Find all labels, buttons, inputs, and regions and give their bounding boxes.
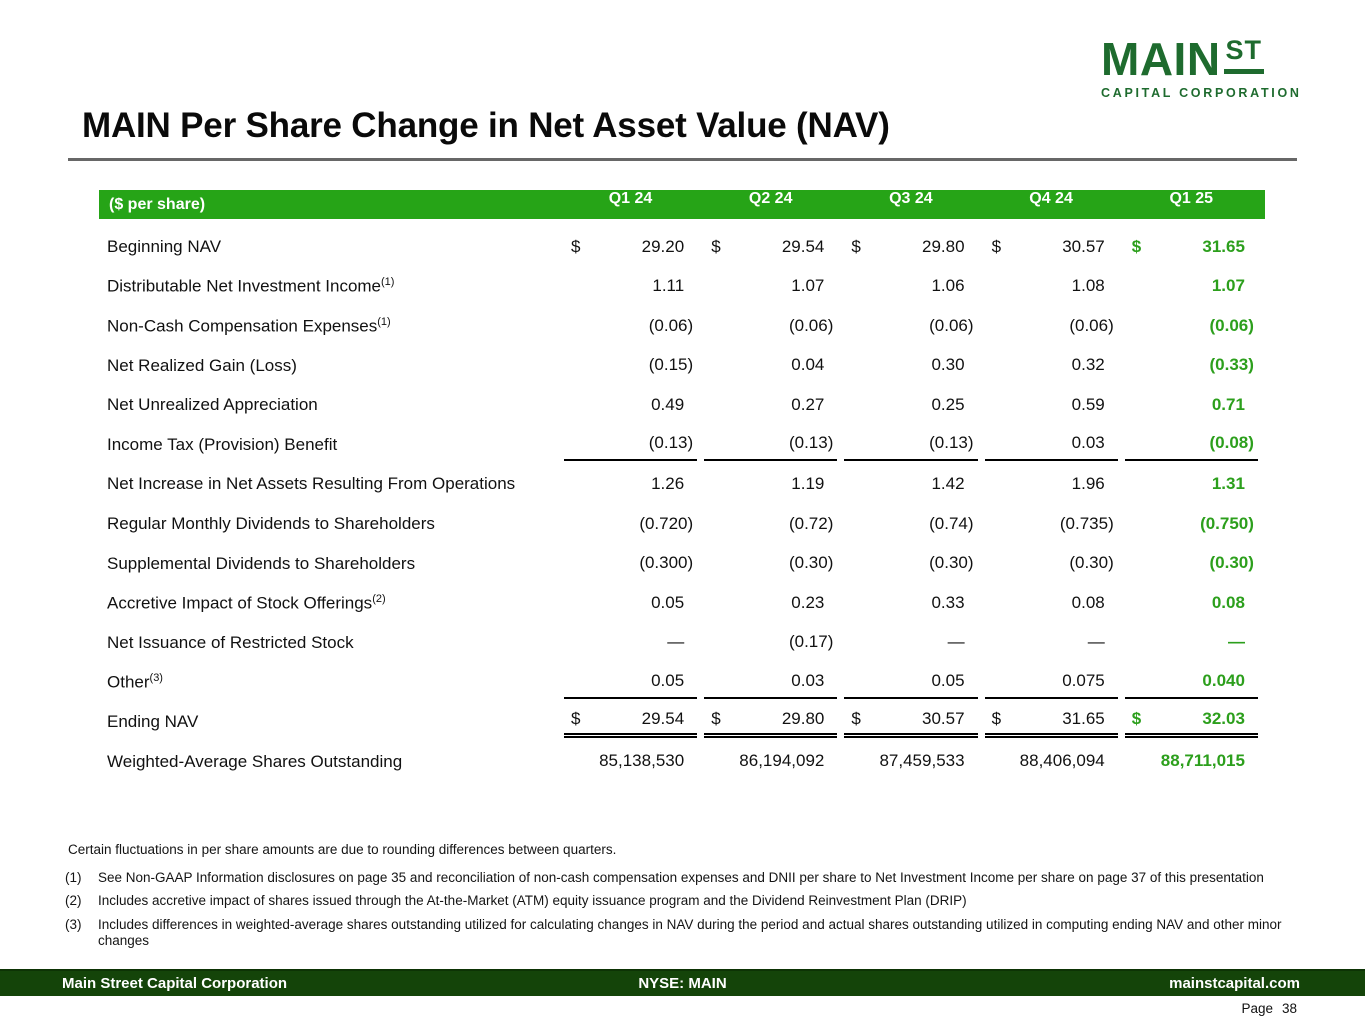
table-cell xyxy=(704,742,844,782)
cell-value: (0.13) xyxy=(648,433,694,453)
table-cell xyxy=(985,227,1125,267)
cell-value: 0.25 xyxy=(931,394,965,414)
table-cell xyxy=(564,663,704,703)
footnote-item xyxy=(65,893,1290,909)
company-logo xyxy=(1101,33,1302,100)
table-cell xyxy=(1125,544,1265,584)
cell-value: 0.33 xyxy=(931,592,965,612)
table-cell xyxy=(1125,267,1265,307)
table-header-cell xyxy=(704,190,844,219)
table-cell xyxy=(844,702,984,742)
footnotes xyxy=(65,842,1290,956)
table-row xyxy=(99,425,1265,465)
footnote-number: (3) xyxy=(65,916,82,932)
footer-company-name: Main Street Capital Corporation xyxy=(62,975,288,992)
cell-value: 0.30 xyxy=(931,355,965,375)
table-cell xyxy=(985,267,1125,307)
table-cell xyxy=(844,267,984,307)
row-label xyxy=(99,474,564,494)
cell-value: (0.13) xyxy=(788,433,834,453)
cell-value: 0.03 xyxy=(1071,433,1105,453)
cell-value: 1.07 xyxy=(1211,276,1245,296)
cell-value: 0.32 xyxy=(1071,355,1105,375)
row-label xyxy=(99,672,564,693)
table-cell xyxy=(985,623,1125,663)
table-header-cell xyxy=(564,190,704,219)
table-row xyxy=(99,583,1265,623)
cell-value: (0.30) xyxy=(788,553,834,573)
cell-value: (0.06) xyxy=(788,315,834,335)
dollar-sign: $ xyxy=(1131,236,1142,256)
cell-value: — xyxy=(667,632,685,652)
row-label-text: Net Increase in Net Assets Resulting From Operations xyxy=(107,474,516,494)
table-cell xyxy=(1125,742,1265,782)
row-label-text: Net Issuance of Restricted Stock xyxy=(107,632,354,652)
dollar-sign: $ xyxy=(711,709,721,729)
table-cell xyxy=(704,227,844,267)
nav-change-table xyxy=(99,190,1265,781)
logo-wordmark xyxy=(1101,33,1302,85)
table-cell xyxy=(704,306,844,346)
row-label xyxy=(99,712,564,732)
table-cell xyxy=(704,702,844,742)
table-cell xyxy=(564,306,704,346)
table-header-units: ($ per share) xyxy=(109,195,206,213)
page-title: MAIN Per Share Change in Net Asset Value (NAV) xyxy=(82,106,890,145)
cell-value: (0.735) xyxy=(1059,513,1114,533)
table-cell xyxy=(844,346,984,386)
footnote-item xyxy=(65,917,1290,949)
dollar-sign: $ xyxy=(851,236,861,256)
cell-value: 1.96 xyxy=(1071,474,1105,494)
footnote-number: (1) xyxy=(65,870,82,886)
cell-value: 30.57 xyxy=(922,709,965,729)
cell-value: 87,459,533 xyxy=(879,751,965,771)
table-cell xyxy=(1125,583,1265,623)
footnote-ref: (1) xyxy=(377,315,391,328)
table-cell xyxy=(564,267,704,307)
table-cell xyxy=(985,465,1125,505)
table-cell xyxy=(844,504,984,544)
table-cell xyxy=(704,385,844,425)
table-cell xyxy=(564,702,704,742)
cell-value: 31.65 xyxy=(1062,709,1105,729)
nav-table-body xyxy=(99,227,1265,781)
page-number xyxy=(1241,1001,1297,1016)
table-row xyxy=(99,306,1265,346)
table-cell xyxy=(1125,385,1265,425)
footnote-text: Includes differences in weighted-average shares outstanding utilized for calculating changes in NAV during the period and actual shares outstanding utilized in computing ending NAV and other minor changes xyxy=(98,916,1282,948)
table-cell xyxy=(844,425,984,465)
table-cell xyxy=(844,623,984,663)
cell-value: (0.06) xyxy=(648,315,694,335)
footer-website-link[interactable]: mainstcapital.com xyxy=(1169,975,1300,992)
cell-value: 29.20 xyxy=(641,236,685,256)
cell-value: 29.80 xyxy=(781,709,825,729)
table-row xyxy=(99,346,1265,386)
row-label-text: Net Realized Gain (Loss) xyxy=(107,355,297,375)
footnote-ref: (2) xyxy=(372,592,386,605)
cell-value: (0.30) xyxy=(929,553,974,573)
table-cell xyxy=(1125,702,1265,742)
table-cell xyxy=(985,742,1125,782)
dollar-sign: $ xyxy=(571,709,581,729)
table-cell xyxy=(985,385,1125,425)
cell-value: (0.15) xyxy=(648,355,694,375)
cell-value: (0.06) xyxy=(1209,315,1254,335)
cell-value: 0.05 xyxy=(651,671,685,691)
table-cell xyxy=(1125,346,1265,386)
table-header-q4-24: Q4 24 xyxy=(1029,190,1073,207)
table-row xyxy=(99,227,1265,267)
page-label: Page xyxy=(1241,1001,1273,1016)
cell-value: 85,138,530 xyxy=(599,751,685,771)
table-cell xyxy=(704,504,844,544)
table-cell xyxy=(564,623,704,663)
table-cell xyxy=(1125,306,1265,346)
cell-value: (0.720) xyxy=(639,513,694,533)
row-label xyxy=(99,554,564,574)
table-cell xyxy=(564,504,704,544)
cell-value: 0.08 xyxy=(1071,592,1105,612)
table-cell xyxy=(564,385,704,425)
table-row xyxy=(99,385,1265,425)
footnote-ref: (3) xyxy=(149,672,163,684)
dollar-sign: $ xyxy=(711,236,721,256)
row-label-text: Net Unrealized Appreciation xyxy=(107,395,318,415)
table-header-cell xyxy=(1125,190,1265,219)
cell-value: 1.31 xyxy=(1211,474,1245,494)
table-cell xyxy=(564,544,704,584)
table-cell xyxy=(704,425,844,465)
cell-value: (0.300) xyxy=(639,553,694,573)
table-cell xyxy=(1125,227,1265,267)
cell-value: 30.57 xyxy=(1062,236,1105,256)
cell-value: 0.05 xyxy=(651,592,685,612)
row-label-text: Beginning NAV xyxy=(107,236,222,256)
cell-value: — xyxy=(1227,632,1245,652)
table-row xyxy=(99,742,1265,782)
table-cell xyxy=(704,267,844,307)
cell-value: 1.06 xyxy=(931,276,965,296)
cell-value: (0.13) xyxy=(929,433,974,453)
cell-value: 1.19 xyxy=(791,474,825,494)
footnote-item xyxy=(65,870,1290,886)
dollar-sign: $ xyxy=(991,709,1002,729)
table-cell xyxy=(564,465,704,505)
row-label xyxy=(99,276,564,297)
cell-value: 1.26 xyxy=(651,474,685,494)
dollar-sign: $ xyxy=(571,236,581,256)
row-label-text: Supplemental Dividends to Shareholders xyxy=(107,553,416,573)
cell-value: 0.49 xyxy=(651,394,685,414)
row-label xyxy=(99,593,564,614)
cell-value: 0.27 xyxy=(791,394,825,414)
table-cell xyxy=(844,385,984,425)
cell-value: (0.17) xyxy=(788,632,834,652)
table-cell xyxy=(564,227,704,267)
logo-st-text: ST xyxy=(1224,37,1265,74)
table-cell xyxy=(704,465,844,505)
cell-value: 88,406,094 xyxy=(1019,751,1105,771)
row-label xyxy=(99,316,564,337)
cell-value: 0.04 xyxy=(791,355,825,375)
cell-value: 1.07 xyxy=(791,276,825,296)
footnote-text: See Non-GAAP Information disclosures on page 35 and reconciliation of non-cash compensation expenses and DNII per share to Net Investment Income per share on page 37 of this presentation xyxy=(98,870,1264,886)
cell-value: (0.30) xyxy=(1209,553,1254,573)
table-cell xyxy=(985,425,1125,465)
footnote-ref: (1) xyxy=(381,276,395,289)
table-header-cell xyxy=(844,190,984,219)
cell-value: 0.03 xyxy=(791,671,825,691)
row-label-text: Distributable Net Investment Income xyxy=(107,276,382,296)
table-cell xyxy=(985,663,1125,703)
table-cell xyxy=(844,227,984,267)
row-label xyxy=(99,752,564,772)
cell-value: 0.05 xyxy=(931,671,965,691)
cell-value: (0.30) xyxy=(1069,553,1114,573)
table-header-row xyxy=(99,190,1265,219)
table-row xyxy=(99,663,1265,703)
table-cell xyxy=(844,544,984,584)
row-label-text: Ending NAV xyxy=(107,711,199,731)
table-cell xyxy=(844,663,984,703)
table-cell xyxy=(985,346,1125,386)
footer-inner xyxy=(0,971,1365,996)
table-cell xyxy=(844,742,984,782)
table-row xyxy=(99,504,1265,544)
table-row xyxy=(99,544,1265,584)
cell-value: 1.11 xyxy=(652,276,685,296)
table-cell xyxy=(564,425,704,465)
table-cell xyxy=(564,583,704,623)
table-cell xyxy=(985,306,1125,346)
table-cell xyxy=(985,702,1125,742)
table-cell xyxy=(1125,425,1265,465)
table-cell xyxy=(1125,465,1265,505)
cell-value: 0.08 xyxy=(1211,592,1245,612)
cell-value: 0.075 xyxy=(1062,671,1105,691)
row-label-text: Weighted-Average Shares Outstanding xyxy=(107,751,403,771)
dollar-sign: $ xyxy=(851,709,861,729)
table-cell xyxy=(985,544,1125,584)
row-label-text: Other xyxy=(107,672,150,692)
page-value: 38 xyxy=(1281,1001,1297,1016)
title-divider xyxy=(68,158,1297,161)
table-row xyxy=(99,267,1265,307)
cell-value: — xyxy=(1087,632,1105,652)
table-cell xyxy=(704,346,844,386)
table-header-cell xyxy=(985,190,1125,219)
row-label-text: Income Tax (Provision) Benefit xyxy=(107,434,338,454)
cell-value: 0.71 xyxy=(1211,394,1245,414)
cell-value: — xyxy=(947,632,965,652)
footer-bar xyxy=(0,969,1365,996)
table-cell xyxy=(844,465,984,505)
table-row xyxy=(99,623,1265,663)
table-cell xyxy=(985,583,1125,623)
table-cell xyxy=(704,544,844,584)
table-cell xyxy=(1125,504,1265,544)
cell-value: 31.65 xyxy=(1202,236,1245,256)
cell-value: 1.08 xyxy=(1071,276,1105,296)
cell-value: 29.80 xyxy=(922,236,965,256)
table-header-q2-24: Q2 24 xyxy=(748,190,793,207)
row-label xyxy=(99,237,564,257)
table-cell xyxy=(704,623,844,663)
row-label xyxy=(99,514,564,534)
table-header-q1-24: Q1 24 xyxy=(608,190,653,207)
cell-value: (0.08) xyxy=(1209,433,1254,453)
cell-value: (0.06) xyxy=(929,315,974,335)
table-cell xyxy=(844,583,984,623)
cell-value: 88,711,015 xyxy=(1160,751,1245,771)
cell-value: (0.750) xyxy=(1200,513,1254,533)
cell-value: (0.33) xyxy=(1209,355,1254,375)
row-label-text: Regular Monthly Dividends to Shareholders xyxy=(107,513,435,533)
cell-value: 29.54 xyxy=(781,236,825,256)
footer-ticker: NYSE: MAIN xyxy=(638,975,727,992)
table-cell xyxy=(564,742,704,782)
table-cell xyxy=(1125,663,1265,703)
cell-value: 0.59 xyxy=(1071,394,1105,414)
table-cell xyxy=(704,663,844,703)
cell-value: (0.74) xyxy=(929,513,974,533)
cell-value: 0.040 xyxy=(1202,671,1245,691)
row-label-text: Accretive Impact of Stock Offerings xyxy=(107,593,373,613)
cell-value: 0.23 xyxy=(791,592,825,612)
dollar-sign: $ xyxy=(991,236,1002,256)
table-cell xyxy=(564,346,704,386)
table-header-q1-25: Q1 25 xyxy=(1169,190,1214,207)
cell-value: (0.06) xyxy=(1069,315,1114,335)
cell-value: 1.42 xyxy=(931,474,965,494)
table-cell xyxy=(704,583,844,623)
logo-main-text: MAIN xyxy=(1101,33,1221,85)
logo-subtitle: CAPITAL CORPORATION xyxy=(1101,86,1302,100)
cell-value: 86,194,092 xyxy=(739,751,825,771)
cell-value: 32.03 xyxy=(1202,709,1245,729)
row-label xyxy=(99,633,564,653)
dollar-sign: $ xyxy=(1131,709,1142,729)
row-label xyxy=(99,356,564,376)
row-label-text: Non-Cash Compensation Expenses xyxy=(107,316,378,336)
footnote-intro: Certain fluctuations in per share amounts are due to rounding differences between quarters. xyxy=(68,842,617,857)
table-cell xyxy=(985,504,1125,544)
table-row xyxy=(99,465,1265,505)
table-cell xyxy=(1125,623,1265,663)
footnote-number: (2) xyxy=(65,893,82,909)
row-label xyxy=(99,435,564,455)
cell-value: (0.72) xyxy=(788,513,834,533)
table-row xyxy=(99,702,1265,742)
footnote-text: Includes accretive impact of shares issued through the At-the-Market (ATM) equity issuance program and the Dividend Reinvestment Plan (DRIP) xyxy=(98,893,967,909)
table-cell xyxy=(844,306,984,346)
row-label xyxy=(99,395,564,415)
table-header-q3-24: Q3 24 xyxy=(889,190,933,207)
cell-value: 29.54 xyxy=(641,709,685,729)
